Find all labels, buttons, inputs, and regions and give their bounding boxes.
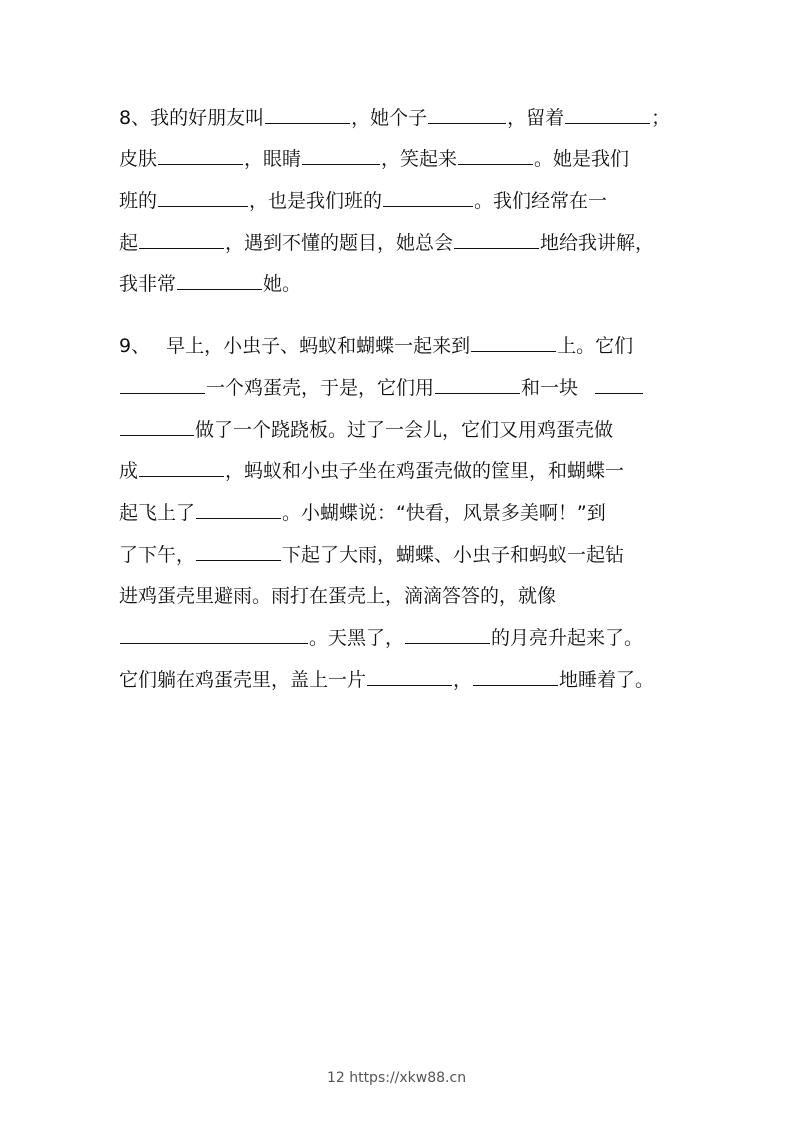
answer-blank[interactable]	[473, 665, 558, 686]
answer-blank[interactable]	[120, 415, 194, 436]
q8-text: 皮肤	[119, 148, 158, 170]
q8-text: ，眼睛	[244, 148, 302, 170]
q9-text: 一个鸡蛋壳，于是，它们用	[206, 377, 435, 399]
q9-line-9	[119, 665, 675, 695]
answer-blank[interactable]	[428, 103, 506, 124]
answer-blank[interactable]	[302, 144, 380, 165]
answer-blank[interactable]	[458, 144, 533, 165]
q9-text: 上。它们	[557, 335, 634, 357]
page-footer: 12 https://xkw88.cn	[326, 1070, 467, 1086]
q8-line-3	[119, 186, 675, 216]
q9-text: ，蚂蚁和小虫子坐在鸡蛋壳做的筐里，和蝴蝶一	[225, 460, 625, 482]
q8-text: ，留着	[507, 107, 565, 129]
q9-text: 的月亮升起来了。	[491, 627, 644, 649]
q9-text: 做了一个跷跷板。过了一会儿，它们又用鸡蛋壳做	[195, 419, 614, 441]
q9-number: 9、	[119, 335, 151, 357]
q8-text: 班的	[119, 190, 158, 212]
q9-text: 。天黑了，	[309, 627, 405, 649]
answer-blank[interactable]	[139, 456, 224, 477]
q8-text: ，遇到不懂的题目，她总会	[225, 232, 454, 254]
q8-text: 地给我讲解，	[540, 232, 655, 254]
q8-text: 。我们经常在一	[474, 190, 608, 212]
q9-line-3	[119, 415, 675, 445]
q8-text: ，也是我们班的	[249, 190, 383, 212]
q8-text: ；	[651, 107, 671, 129]
q9-text: 和一块	[521, 377, 579, 399]
q8-text: 她。	[263, 273, 302, 295]
q8-text: 8、我的好朋友叫	[119, 107, 265, 129]
q8-text: ，她个子	[351, 107, 428, 129]
answer-blank[interactable]	[454, 228, 539, 249]
q9-line-1	[119, 331, 675, 361]
answer-blank[interactable]	[120, 373, 205, 394]
q9-text: 地睡着了。	[559, 669, 655, 691]
q9-text: 早上，小虫子、蚂蚁和蝴蝶一起来到	[166, 335, 471, 357]
answer-blank[interactable]	[471, 331, 556, 352]
answer-blank[interactable]	[196, 540, 281, 561]
answer-blank[interactable]	[196, 498, 281, 519]
answer-blank[interactable]	[158, 186, 248, 207]
q9-text: 了下午，	[119, 544, 196, 566]
answer-blank[interactable]	[158, 144, 243, 165]
q9-text: 下起了大雨，蝴蝶、小虫子和蚂蚁一起钻	[282, 544, 625, 566]
answer-blank[interactable]	[139, 228, 224, 249]
q9-text: 它们躺在鸡蛋壳里，盖上一片	[119, 669, 367, 691]
answer-blank[interactable]	[565, 103, 650, 124]
answer-blank[interactable]	[367, 665, 452, 686]
answer-blank[interactable]	[120, 623, 308, 644]
answer-blank[interactable]	[435, 373, 520, 394]
q9-line-4	[119, 456, 675, 486]
q9-line-6	[119, 540, 675, 570]
answer-blank[interactable]	[383, 186, 473, 207]
q9-line-2	[119, 373, 675, 403]
q9-text: 起飞上了	[119, 502, 196, 524]
q9-text: 。小蝴蝶说：“快看，风景多美啊！”到	[282, 502, 606, 524]
q9-line-7	[119, 581, 675, 611]
q8-line-4	[119, 228, 675, 258]
q8-line-2	[119, 144, 675, 174]
q9-line-8	[119, 623, 675, 653]
q8-text: ，笑起来	[381, 148, 458, 170]
q9-text: 进鸡蛋壳里避雨。雨打在蛋壳上，滴滴答答的，就像	[119, 585, 557, 607]
q8-line-5	[119, 269, 675, 299]
answer-blank[interactable]	[405, 623, 490, 644]
answer-blank[interactable]	[177, 269, 262, 290]
q8-text: 我非常	[119, 273, 177, 295]
q8-text: 。她是我们	[534, 148, 630, 170]
answer-blank[interactable]	[595, 373, 643, 394]
q9-text: ，	[453, 669, 473, 691]
q8-line-1	[119, 103, 675, 133]
answer-blank[interactable]	[265, 103, 350, 124]
q9-text: 成	[119, 460, 139, 482]
q9-line-5	[119, 498, 675, 528]
q8-text: 起	[119, 232, 139, 254]
